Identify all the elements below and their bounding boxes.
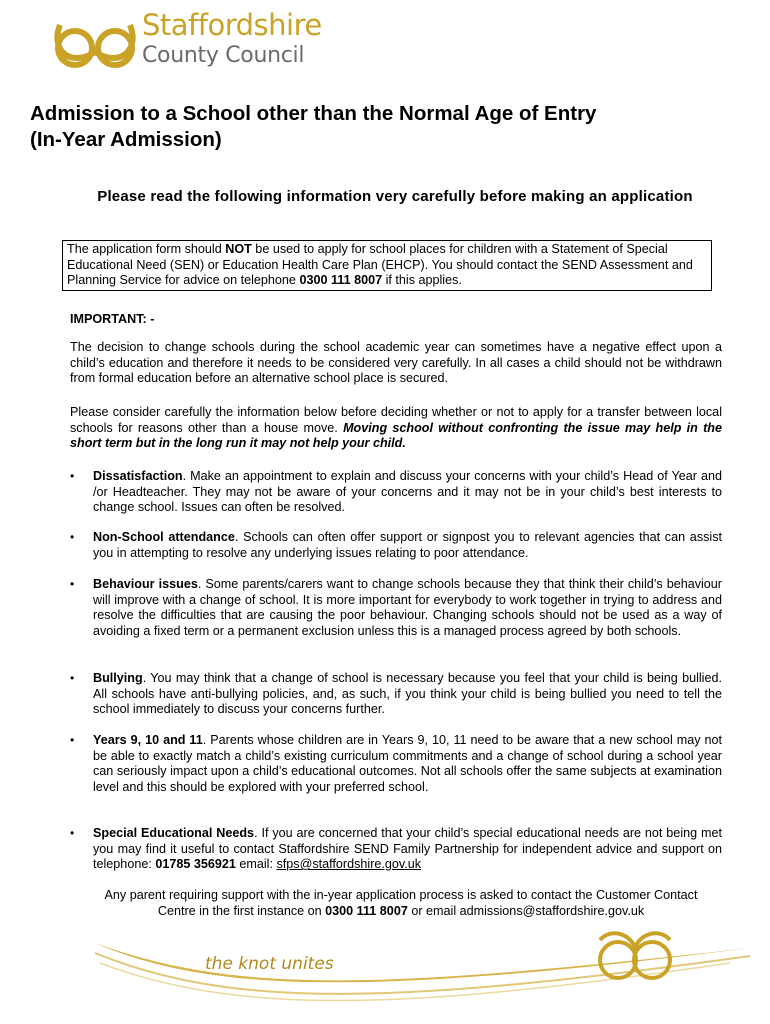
staffordshire-knot-icon	[50, 10, 145, 70]
sen-notice-box: The application form should NOT be used to apply for school places for children with a Statement of Special Educational Need (SEN) or Education Health Care Plan (EHCP). You should contact the SEND Assessment and Planning Service for advice on telephone 0300 111 8007 if this applies.	[62, 240, 712, 291]
gold-swoosh-icon	[90, 918, 770, 1018]
tagline: the knot unites	[205, 954, 334, 974]
paragraph-consider: Please consider carefully the information below before deciding whether or not to apply for a transfer between local schools for reasons other than a house move. Moving school without confronting the issue may help in the short term but in the long run it may not help your child.	[70, 405, 722, 451]
important-label: IMPORTANT: -	[70, 312, 155, 326]
subheading: Please read the following information very carefully before making an application	[97, 188, 693, 205]
sfps-email-link[interactable]: sfps@staffordshire.gov.uk	[276, 857, 422, 872]
closing-paragraph: Any parent requiring support with the in-year application process is asked to contact the Customer Contact Centre in the first instance on 0300 111 8007 or email admissions@staffordshire.gov.uk	[104, 888, 698, 918]
bullet-behaviour-issues: • Behaviour issues. Some parents/carers want to change schools because they that think their child’s behaviour will improve with a change of school. It is more important for everybody to work together in trying to address and resolve the difficulties that are causing the poor behaviour. Changing schools should not be used as a way of avoiding a fixed term or a permanent exclusion unless this is a managed process agreed by both schools.	[70, 577, 723, 638]
bullet-dissatisfaction: • Dissatisfaction. Make an appointment to explain and discuss your concerns with your child’s Head of Year and /or Headteacher. They may not be aware of your concerns and it may not be in your child’s best interests to change school. Issues can often be resolved.	[70, 469, 722, 515]
bullet-bullying: • Bullying. You may think that a change of school is necessary because you feel that your child is being bullied. All schools have anti-bullying policies, and, as such, if you think your child is being bullied you need to tell the school immediately to discuss your concerns further.	[70, 671, 722, 717]
bullet-non-school-attendance: • Non-School attendance. Schools can often offer support or signpost you to relevant agencies that can assist you in attempting to resolve any underlying issues relating to poor attendance.	[70, 530, 723, 560]
footer-banner	[90, 918, 770, 1018]
page-title: Admission to a School other than the Normal Age of Entry (In-Year Admission)	[30, 102, 597, 151]
council-logo: Staffordshire County Council	[50, 10, 350, 70]
paragraph-decision: The decision to change schools during the school academic year can sometimes have a negative effect upon a child’s education and therefore it needs to be considered very carefully. In all cases a child should not be withdrawn from formal education before an alternative school place is secured.	[70, 340, 722, 386]
bullet-special-educational-needs: • Special Educational Needs. If you are concerned that your child’s special educational needs are not being met you may find it useful to contact Staffordshire SEND Family Partnership for independent advice and support on telephone: 01785 356921 email: sfps@staffordshire.gov.uk	[70, 826, 723, 872]
bullet-years-9-10-11: • Years 9, 10 and 11. Parents whose children are in Years 9, 10, 11 need to be aware that a new school may not be able to exactly match a child’s existing curriculum commitments and a change of school during a school year can seriously impact upon a child’s educational outcomes. Not all schools offer the same subjects at examination level and this should be explored with your preferred school.	[70, 733, 722, 794]
